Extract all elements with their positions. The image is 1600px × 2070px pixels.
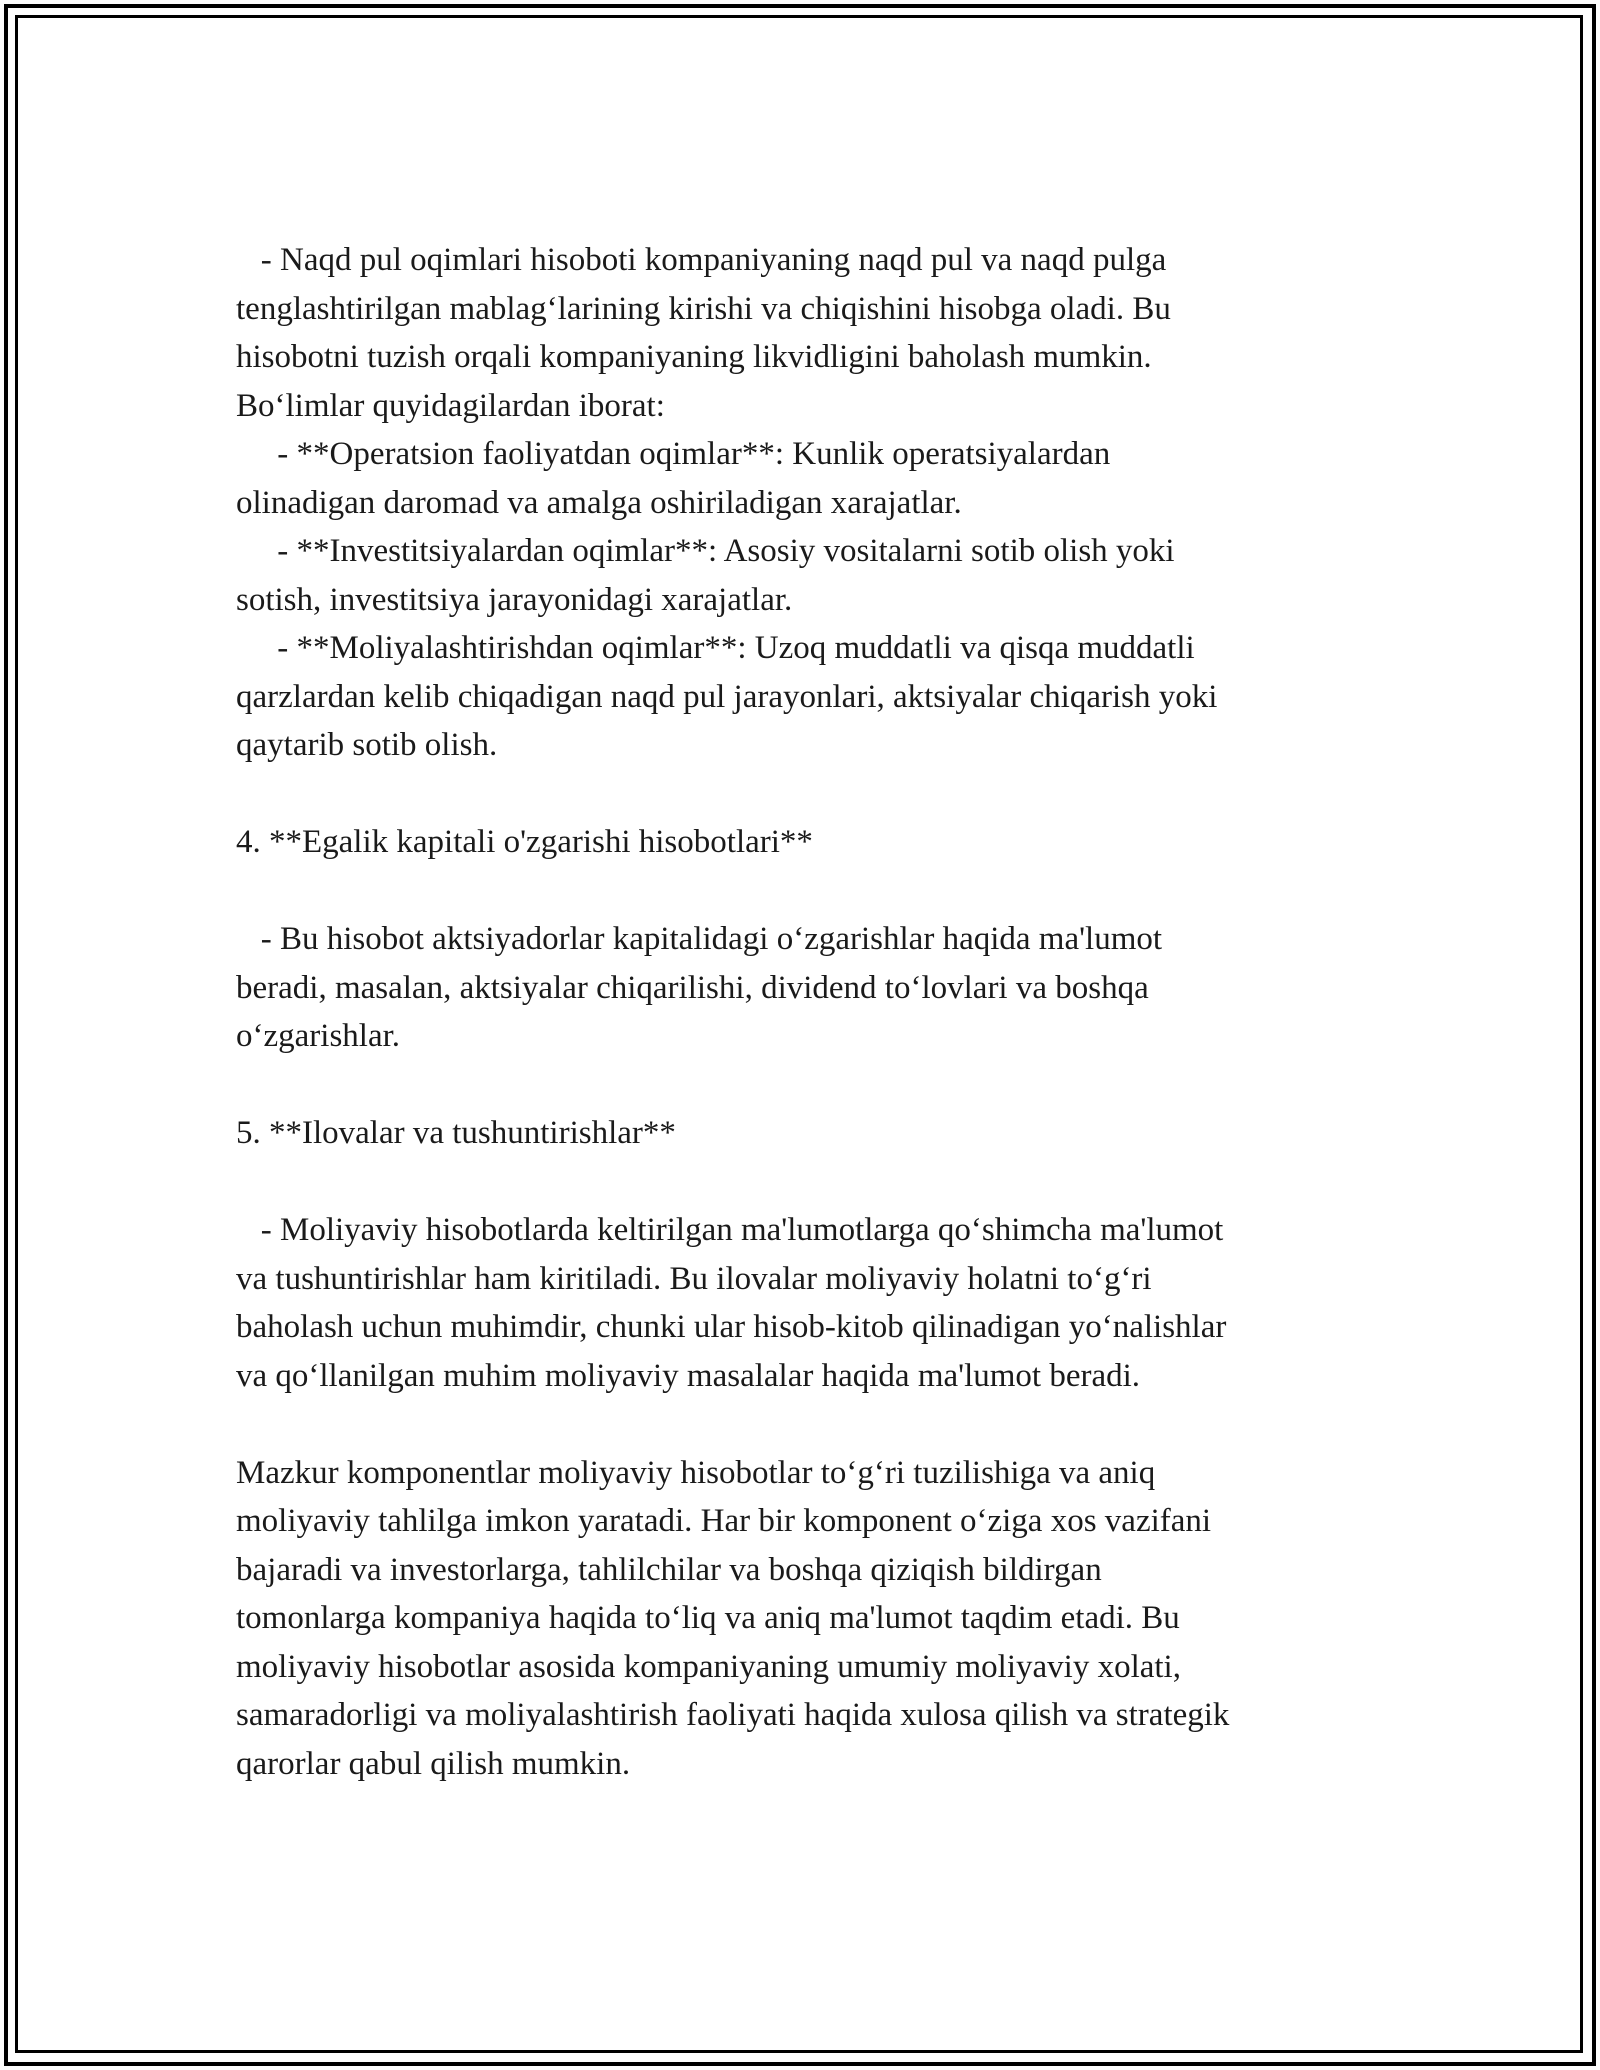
text-line: tomonlarga kompaniya haqida to‘liq va aniq ma'lumot taqdim etadi. Bu [236, 1600, 1180, 1636]
text-line: qarorlar qabul qilish mumkin. [236, 1745, 631, 1782]
blank-line [236, 1158, 1386, 1207]
text-line: baholash uchun muhimdir, chunki ular hisob-kitob qilinadigan yo‘nalishlar [236, 1309, 1227, 1345]
document-body [236, 236, 1386, 1788]
text-line: va tushuntirishlar ham kiritiladi. Bu ilovalar moliyaviy holatni to‘g‘ri [236, 1260, 1152, 1297]
text-line: qarzlardan kelib chiqadigan naqd pul jarayonlari, aktsiyalar chiqarish yoki [236, 678, 1218, 715]
blank-line [236, 867, 1386, 916]
text-line: samaradorligi va moliyalashtirish faoliyati haqida xulosa qilish va strategik [236, 1697, 1230, 1733]
text-line: moliyaviy hisobotlar asosida kompaniyaning umumiy moliyaviy xolati, [236, 1648, 1181, 1685]
text-line: Mazkur komponentlar moliyaviy hisobotlar to‘g‘ri tuzilishiga va aniq [236, 1454, 1156, 1491]
text-line: sotish, investitsiya jarayonidagi xarajatlar. [236, 581, 793, 618]
text-line: - Bu hisobot aktsiyadorlar kapitalidagi o‘zgarishlar haqida ma'lumot [236, 921, 1163, 957]
text-line: - **Moliyalashtirishdan oqimlar**: Uzoq muddatli va qisqa muddatli [236, 630, 1195, 666]
text-line: - Naqd pul oqimlari hisoboti kompaniyaning naqd pul va naqd pulga [236, 242, 1167, 278]
text-line: olinadigan daromad va amalga oshiriladigan xarajatlar. [236, 484, 962, 521]
text-line: va qo‘llanilgan muhim moliyaviy masalalar haqida ma'lumot beradi. [236, 1357, 1141, 1394]
text-line: qaytarib sotib olish. [236, 727, 498, 763]
blank-line [236, 1061, 1386, 1110]
text-line: hisobotni tuzish orqali kompaniyaning likvidligini baholash mumkin. [236, 339, 1152, 375]
text-line: - **Operatsion faoliyatdan oqimlar**: Kunlik operatsiyalardan [236, 436, 1111, 472]
text-line: - Moliyaviy hisobotlarda keltirilgan ma'lumotlarga qo‘shimcha ma'lumot [236, 1212, 1224, 1248]
section-heading: 4. **Egalik kapitali o'zgarishi hisobotlari** [236, 824, 813, 860]
text-line: tenglashtirilgan mablag‘larining kirishi va chiqishini hisobga oladi. Bu [236, 290, 1171, 327]
blank-line [236, 1400, 1386, 1449]
section-heading: 5. **Ilovalar va tushuntirishlar** [236, 1115, 676, 1151]
text-line: bajaradi va investorlarga, tahlilchilar va boshqa qiziqish bildirgan [236, 1551, 1102, 1588]
blank-line [236, 770, 1386, 819]
text-line: moliyaviy tahlilga imkon yaratadi. Har bir komponent o‘ziga xos vazifani [236, 1503, 1212, 1539]
text-line: o‘zgarishlar. [236, 1018, 401, 1054]
text-line: beradi, masalan, aktsiyalar chiqarilishi, dividend to‘lovlari va boshqa [236, 969, 1149, 1006]
text-line: Bo‘limlar quyidagilardan iborat: [236, 387, 665, 424]
text-line: - **Investitsiyalardan oqimlar**: Asosiy vositalarni sotib olish yoki [236, 533, 1175, 569]
